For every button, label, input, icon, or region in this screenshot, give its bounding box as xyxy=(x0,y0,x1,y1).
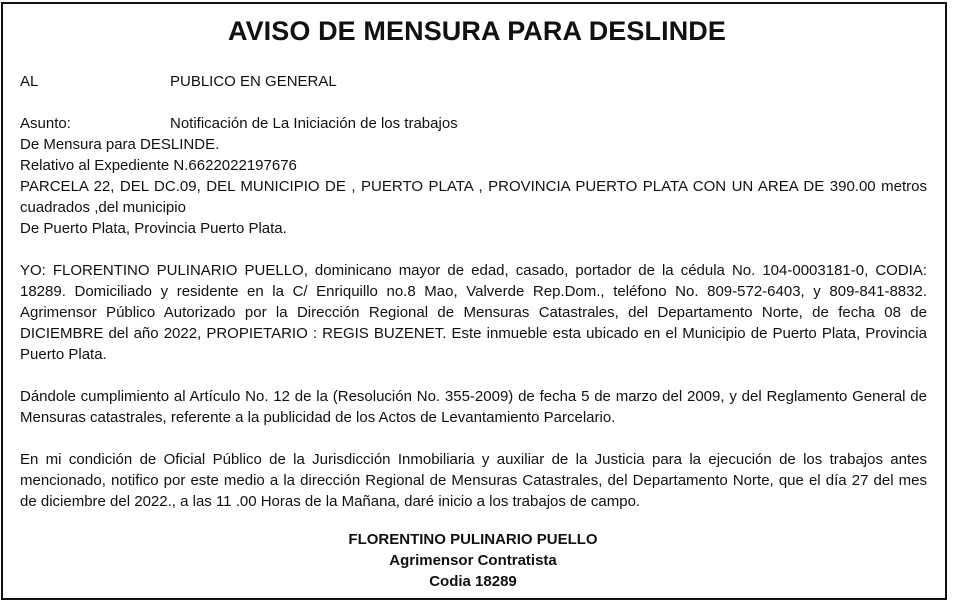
intro-line: De Mensura para DESLINDE. xyxy=(20,136,220,153)
paragraph: Dándole cumplimiento al Artículo No. 12 de la (Resolución No. 355-2009) de fecha 5 de marzo del 2009, y del Reglamento General de Mensuras catastrales, referente a la publicidad de los Actos de Levantamiento Parcelario. xyxy=(20,388,927,426)
paragraph: En mi condición de Oficial Público de la Jurisdicción Inmobiliaria y auxiliar de la Justicia para la ejecución de los trabajos antes mencionado, notifico por este medio a la dirección Regional de Mensuras Catastrales, del Departamento Norte, que el día 27 del mes de diciembre del 2022., a las 11 .00 Horas de la Mañana, daré inicio a los trabajos de campo. xyxy=(20,451,927,510)
notice-body xyxy=(20,71,927,512)
signature-role: Agrimensor Contratista xyxy=(389,552,557,569)
subject-row xyxy=(20,113,927,134)
intro-line: De Puerto Plata, Provincia Puerto Plata. xyxy=(20,220,287,237)
recipient-label: AL xyxy=(20,73,39,90)
notice-title: AVISO DE MENSURA PARA DESLINDE xyxy=(227,16,727,46)
intro-line: PARCELA 22, DEL DC.09, DEL MUNICIPIO DE , PUERTO PLATA , PROVINCIA PUERTO PLATA CON UN AREA DE 390.00 metros cuadrados ,del municipio xyxy=(20,178,927,216)
paragraph: YO: FLORENTINO PULINARIO PUELLO, dominicano mayor de edad, casado, portador de la cédula No. 104-0003181-0, CODIA: 18289. Domiciliado y residente en la C/ Enriquillo no.8 Mao, Valverde Rep.Dom., teléfono No. 809-572-6403, y 809-841-8832. Agrimensor Público Autorizado por la Dirección Regional de Mensuras Catastrales, del Departamento Norte, de fecha 08 de DICIEMBRE del año 2022, PROPIETARIO : REGIS BUZENET. Este inmueble esta ubicado en el Municipio de Puerto Plata, Provincia Puerto Plata. xyxy=(20,262,927,363)
recipient-row xyxy=(20,71,927,92)
subject-value: Notificación de La Iniciación de los trabajos xyxy=(170,115,458,132)
intro-line: Relativo al Expediente N.6622022197676 xyxy=(20,157,297,174)
recipient-value: PUBLICO EN GENERAL xyxy=(170,73,337,90)
signature-block xyxy=(0,529,946,592)
signature-name: FLORENTINO PULINARIO PUELLO xyxy=(348,531,598,548)
signature-codia: Codia 18289 xyxy=(429,573,517,590)
subject-label: Asunto: xyxy=(20,115,71,132)
